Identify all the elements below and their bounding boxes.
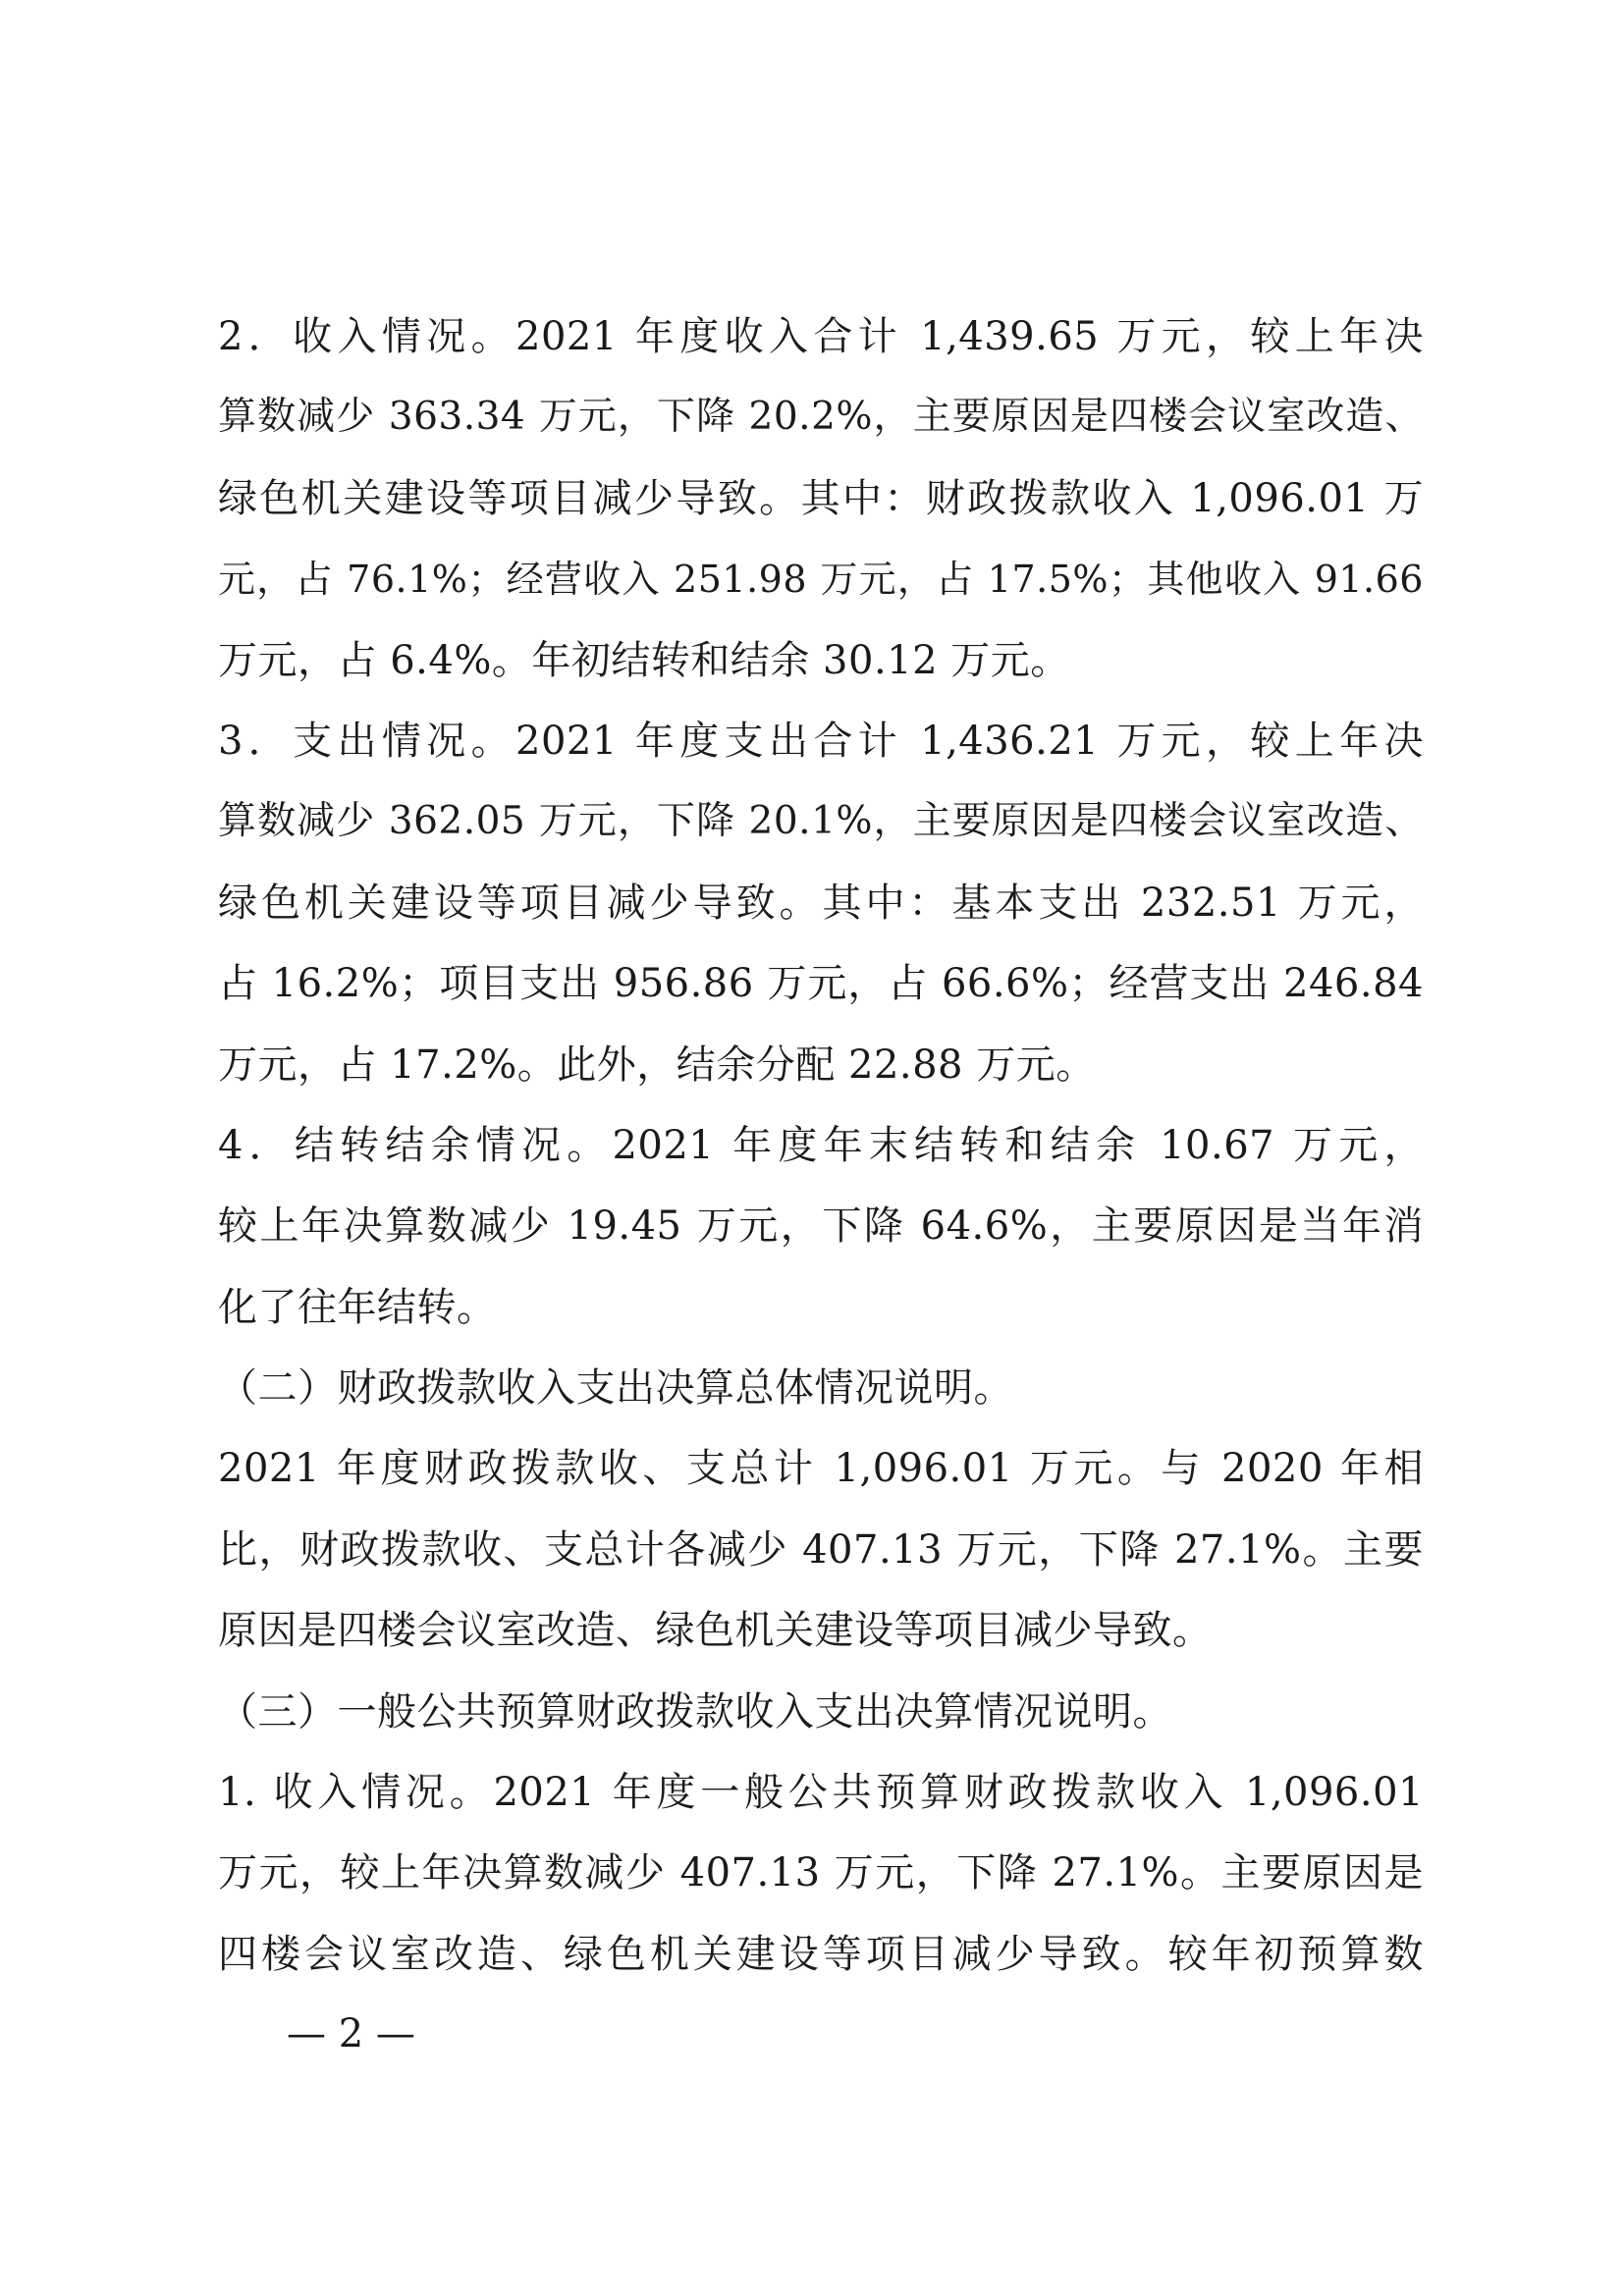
text-line: 绿色机关建设等项目减少导致。其中：财政拨款收入 1,096.01 万 (218, 475, 1424, 521)
text-line: 2021 年度财政拨款收、支总计 1,096.01 万元。与 2020 年相 (218, 1446, 1424, 1492)
text-line: 绿色机关建设等项目减少导致。其中：基本支出 232.51 万元， (218, 880, 1424, 926)
text-line: 4．结转结余情况。2021 年度年末结转和结余 10.67 万元， (218, 1122, 1424, 1168)
text-line: 万元，占 17.2%。此外，结余分配 22.88 万元。 (218, 1041, 1096, 1088)
text-line: 占 16.2%；项目支出 956.86 万元，占 66.6%；经营支出 246.84 (218, 961, 1424, 1007)
text-line: 算数减少 363.34 万元，下降 20.2%，主要原因是四楼会议室改造、 (218, 395, 1424, 440)
text-line: 元，占 76.1%；经营收入 251.98 万元，占 17.5%；其他收入 91.66 (218, 558, 1424, 602)
section-heading: （三）一般公共预算财政拨款收入支出决算情况说明。 (218, 1688, 1172, 1735)
page-number: — 2 — (287, 2011, 415, 2056)
body-text (218, 296, 1424, 1995)
text-line: 1. 收入情况。2021 年度一般公共预算财政拨款收入 1,096.01 (218, 1770, 1424, 1816)
section-heading: （二）财政拨款收入支出决算总体情况说明。 (218, 1365, 1013, 1412)
text-line: 比，财政拨款收、支总计各减少 407.13 万元，下降 27.1%。主要 (218, 1526, 1424, 1573)
text-line: 3．支出情况。2021 年度支出合计 1,436.21 万元，较上年决 (218, 718, 1424, 764)
text-line: 化了往年结转。 (218, 1284, 497, 1330)
text-line: 原因是四楼会议室改造、绿色机关建设等项目减少导致。 (218, 1608, 1213, 1654)
text-line: 万元，占 6.4%。年初结转和结余 30.12 万元。 (218, 637, 1070, 683)
text-line: 2．收入情况。2021 年度收入合计 1,439.65 万元，较上年决 (218, 314, 1424, 359)
text-line: 算数减少 362.05 万元，下降 20.1%，主要原因是四楼会议室改造、 (218, 799, 1424, 844)
text-line: 较上年决算数减少 19.45 万元，下降 64.6%，主要原因是当年消 (218, 1203, 1424, 1250)
text-line: 四楼会议室改造、绿色机关建设等项目减少导致。较年初预算数 (218, 1931, 1424, 1977)
text-line: 万元，较上年决算数减少 407.13 万元，下降 27.1%。主要原因是 (218, 1850, 1424, 1896)
